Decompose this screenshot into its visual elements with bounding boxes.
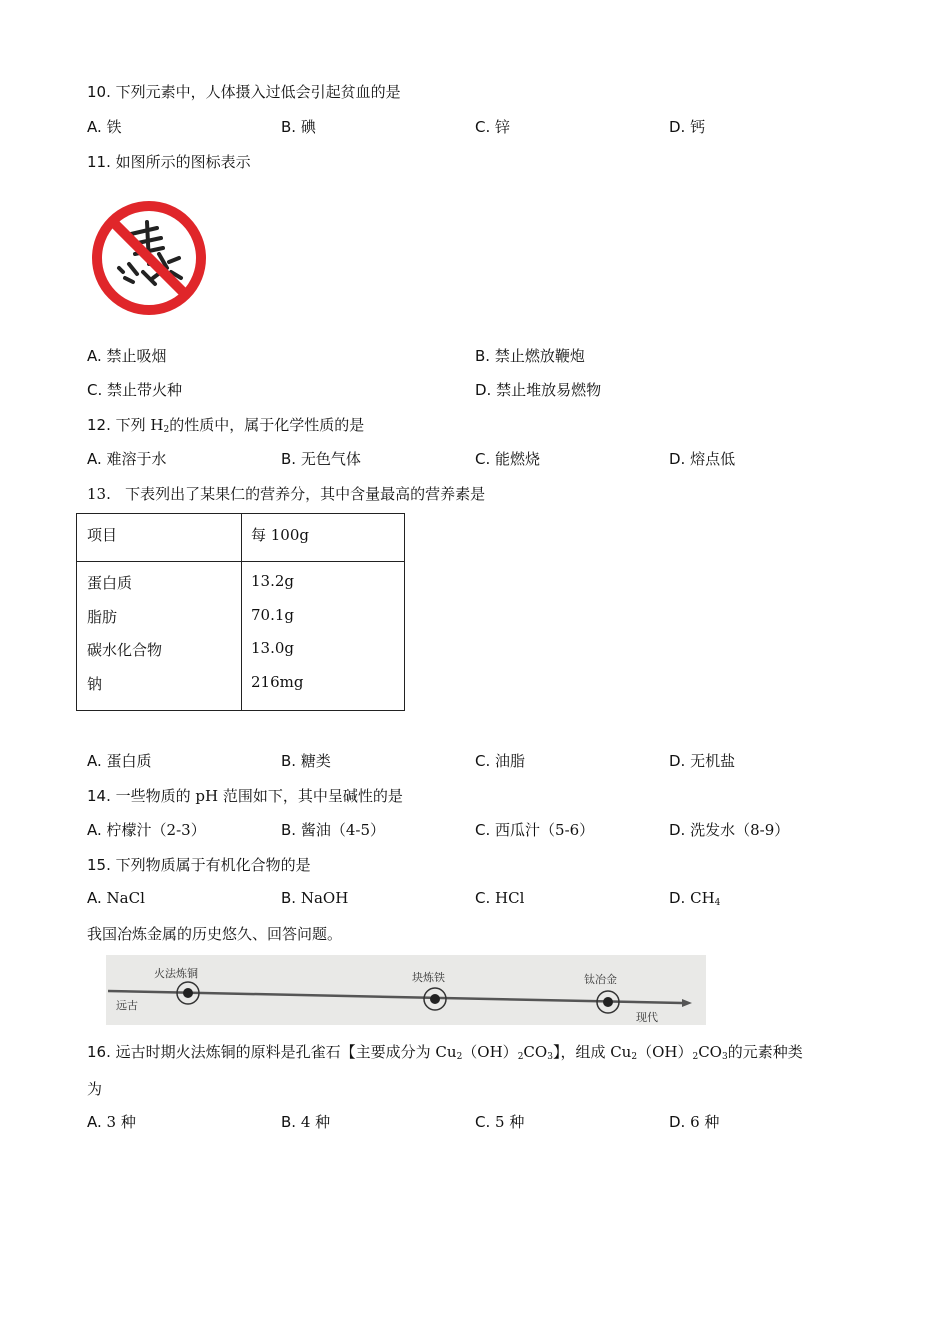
option-text: 4 种: [300, 1113, 331, 1131]
table-header-amount: 每 100g: [251, 526, 310, 544]
q12-option-c[interactable]: [475, 448, 540, 469]
option-letter: B.: [281, 821, 297, 839]
option-letter: A.: [87, 821, 102, 839]
option-text: 难溶于水: [106, 450, 167, 468]
option-letter: B.: [281, 118, 297, 136]
question-number: 12.: [87, 416, 111, 434]
option-letter: A.: [87, 1113, 102, 1131]
option-text: 酱油（4-5）: [300, 821, 385, 839]
q11-option-a[interactable]: [87, 345, 167, 366]
question-15-stem: [87, 854, 311, 875]
question-16-stem: [87, 1041, 803, 1062]
option-letter: A.: [87, 347, 102, 365]
question-number: 14.: [87, 787, 111, 805]
q16-option-a[interactable]: [87, 1111, 136, 1132]
subscript: 2: [163, 425, 170, 435]
option-letter: B.: [281, 752, 297, 770]
option-letter: B.: [281, 450, 297, 468]
q10-option-b[interactable]: [281, 116, 316, 137]
timeline-event-label: 钛冶金: [584, 973, 617, 986]
question-14-stem: [87, 785, 403, 806]
option-letter: D.: [669, 821, 686, 839]
table-cell: 钠: [87, 675, 103, 693]
option-text: NaCl: [106, 889, 145, 907]
timeline-event-label: 块炼铁: [412, 971, 445, 984]
option-letter: A.: [87, 889, 102, 907]
question-12-stem: [87, 414, 364, 435]
q16-option-b[interactable]: [281, 1111, 330, 1132]
question-text-before: 下列 H: [115, 416, 164, 434]
option-text: 能燃烧: [495, 450, 541, 468]
stem-text: CO: [523, 1043, 548, 1061]
q16-option-d[interactable]: [669, 1111, 719, 1132]
option-letter: C.: [475, 821, 491, 839]
stem-text: （OH）: [637, 1043, 693, 1061]
table-cell: 蛋白质: [87, 574, 133, 592]
question-number: 13.: [87, 485, 111, 503]
q13-option-c[interactable]: [475, 750, 525, 771]
q13-option-d[interactable]: [669, 750, 735, 771]
option-text: 禁止堆放易燃物: [496, 381, 602, 399]
option-text: 钙: [690, 118, 706, 136]
q12-option-a[interactable]: [87, 448, 167, 469]
option-letter: A.: [87, 450, 102, 468]
option-letter: B.: [281, 889, 297, 907]
option-text: 5 种: [495, 1113, 525, 1131]
timeline-event-label: 火法炼铜: [154, 967, 198, 980]
subscript: 2: [692, 1052, 699, 1062]
option-letter: C.: [475, 118, 491, 136]
option-text: 熔点低: [690, 450, 736, 468]
option-text: 蛋白质: [106, 752, 152, 770]
option-letter: D.: [669, 889, 686, 907]
option-letter: C.: [475, 889, 491, 907]
q10-option-a[interactable]: [87, 116, 122, 137]
option-letter: B.: [281, 1113, 297, 1131]
option-letter: D.: [669, 752, 686, 770]
q15-option-a[interactable]: [87, 889, 145, 907]
q14-option-d[interactable]: [669, 819, 789, 840]
no-fireworks-sign-icon: [89, 198, 209, 318]
table-cell: 13.2g: [251, 572, 295, 590]
nutrition-table: [76, 513, 405, 711]
q12-option-b[interactable]: [281, 448, 361, 469]
question-13-stem: [87, 483, 485, 504]
q15-option-b[interactable]: [281, 889, 348, 907]
question-text: 如图所示的图标表示: [115, 153, 251, 171]
timeline-end-label: 现代: [636, 1011, 658, 1024]
option-text: 油脂: [495, 752, 526, 770]
stem-text: CO: [698, 1043, 722, 1061]
option-letter: B.: [475, 347, 491, 365]
q14-option-a[interactable]: [87, 819, 206, 840]
option-letter: A.: [87, 752, 102, 770]
option-text: 禁止吸烟: [106, 347, 167, 365]
subscript: 3: [547, 1052, 553, 1062]
q12-option-d[interactable]: [669, 448, 735, 469]
section-intro: 我国冶炼金属的历史悠久、回答问题。: [87, 925, 343, 943]
subscript: 2: [456, 1052, 463, 1062]
stem-text: 远古时期火法炼铜的原料是孔雀石【主要成分为 Cu: [115, 1043, 457, 1061]
q11-option-b[interactable]: [475, 345, 585, 366]
option-text: 碘: [300, 118, 316, 136]
stem-text: 】，组成 Cu: [552, 1043, 632, 1061]
option-text: CH: [690, 889, 715, 907]
q16-option-c[interactable]: [475, 1111, 524, 1132]
question-number: 16.: [87, 1043, 111, 1061]
subscript: 3: [721, 1052, 728, 1062]
option-text: 6 种: [690, 1113, 720, 1131]
option-text: HCl: [495, 889, 525, 907]
option-letter: C.: [475, 450, 491, 468]
option-text: 柠檬汁（2-3）: [106, 821, 206, 839]
q13-option-a[interactable]: [87, 750, 152, 771]
table-cell: 216mg: [251, 673, 304, 691]
question-text: 下列物质属于有机化合物的是: [115, 856, 311, 874]
q11-option-d[interactable]: [475, 379, 601, 400]
question-text: 下表列出了某果仁的营养分，其中含量最高的营养素是: [125, 485, 486, 503]
option-text: 禁止带火种: [107, 381, 183, 399]
q14-option-b[interactable]: [281, 819, 385, 840]
option-text: 糖类: [300, 752, 331, 770]
table-cell: 70.1g: [251, 606, 295, 624]
option-text: 铁: [106, 118, 122, 136]
q13-option-b[interactable]: [281, 750, 331, 771]
stem-text: （OH）: [462, 1043, 518, 1061]
option-text: 西瓜汁（5-6）: [495, 821, 595, 839]
timeline-start-label: 远古: [116, 999, 138, 1012]
q14-option-c[interactable]: [475, 819, 594, 840]
option-text: 无机盐: [690, 752, 736, 770]
question-text-after: 的性质中，属于化学性质的是: [169, 416, 365, 434]
option-text: 锌: [495, 118, 511, 136]
question-text: 下列元素中，人体摄入过低会引起贫血的是: [115, 83, 401, 101]
stem-text: 的元素种类: [727, 1043, 803, 1061]
subscript: 4: [714, 898, 721, 908]
q10-option-c[interactable]: [475, 116, 510, 137]
subscript: 2: [631, 1052, 638, 1062]
option-letter: D.: [669, 118, 686, 136]
metallurgy-timeline: [106, 955, 706, 1025]
option-text: 无色气体: [300, 450, 361, 468]
option-letter: D.: [475, 381, 492, 399]
q15-option-c[interactable]: [475, 889, 524, 907]
option-letter: C.: [87, 381, 103, 399]
question-11-stem: [87, 151, 251, 172]
subscript: 2: [517, 1052, 524, 1062]
table-cell: 碳水化合物: [87, 641, 163, 659]
option-text: NaOH: [300, 889, 349, 907]
option-letter: D.: [669, 1113, 686, 1131]
question-10-stem: [87, 81, 401, 102]
question-text: 一些物质的 pH 范围如下，其中呈碱性的是: [115, 787, 403, 805]
table-cell: 13.0g: [251, 639, 295, 657]
table-cell: 脂肪: [87, 608, 118, 626]
option-letter: A.: [87, 118, 102, 136]
option-letter: C.: [475, 752, 491, 770]
option-letter: C.: [475, 1113, 491, 1131]
option-text: 洗发水（8-9）: [690, 821, 790, 839]
table-divider: [241, 514, 242, 710]
q15-option-d[interactable]: [669, 889, 720, 908]
option-text: 禁止燃放鞭炮: [494, 347, 585, 365]
option-text: 3 种: [106, 1113, 136, 1131]
q10-option-d[interactable]: [669, 116, 705, 137]
q11-option-c[interactable]: [87, 379, 182, 400]
option-letter: D.: [669, 450, 686, 468]
question-number: 11.: [87, 153, 111, 171]
question-number: 15.: [87, 856, 111, 874]
table-divider: [77, 561, 404, 562]
table-header-item: 项目: [87, 526, 118, 544]
question-16-stem-line2: 为: [87, 1080, 103, 1098]
question-number: 10.: [87, 83, 111, 101]
